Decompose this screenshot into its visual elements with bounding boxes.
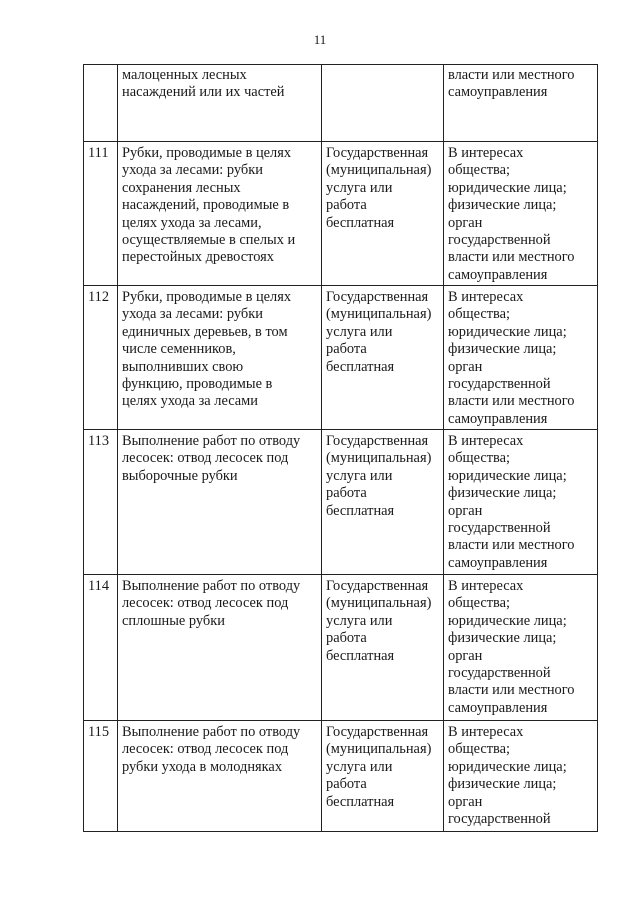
work-name-cell: Выполнение работ по отводу лесосек: отвод лесосек под сплошные рубки [118,575,322,721]
row-number-cell [84,65,118,142]
work-name-cell: Выполнение работ по отводу лесосек: отвод лесосек под выборочные рубки [118,430,322,575]
service-type-cell: Государственная (муниципальная) услуга или работа бесплатная [322,575,444,721]
service-type-cell: Государственная (муниципальная) услуга или работа бесплатная [322,430,444,575]
row-number-cell: 115 [84,721,118,832]
service-type-cell [322,65,444,142]
recipients-cell: В интересах общества; юридические лица; физические лица; орган государственной власти или местного самоуправления [444,286,598,430]
row-number-cell: 114 [84,575,118,721]
recipients-cell: В интересах общества; юридические лица; физические лица; орган государственной власти или местного самоуправления [444,142,598,286]
table-row [84,575,598,721]
row-number-cell: 113 [84,430,118,575]
service-type-cell: Государственная (муниципальная) услуга или работа бесплатная [322,721,444,832]
row-number-cell: 111 [84,142,118,286]
table-row [84,142,598,286]
work-name-cell: Рубки, проводимые в целях ухода за лесами: рубки единичных деревьев, в том числе семенников, выполнивших свою функцию, проводимые в целях ухода за лесами [118,286,322,430]
table-row [84,65,598,142]
table-body [84,65,598,832]
recipients-cell: власти или местного самоуправления [444,65,598,142]
recipients-cell: В интересах общества; юридические лица; физические лица; орган государственной власти или местного самоуправления [444,430,598,575]
page-number: 11 [313,32,327,47]
services-table [83,64,598,832]
table-row [84,430,598,575]
recipients-cell: В интересах общества; юридические лица; физические лица; орган государственной [444,721,598,832]
work-name-cell: малоценных лесных насаждений или их частей [118,65,322,142]
service-type-cell: Государственная (муниципальная) услуга или работа бесплатная [322,142,444,286]
table-row [84,721,598,832]
work-name-cell: Выполнение работ по отводу лесосек: отвод лесосек под рубки ухода в молодняках [118,721,322,832]
service-type-cell: Государственная (муниципальная) услуга или работа бесплатная [322,286,444,430]
row-number-cell: 112 [84,286,118,430]
recipients-cell: В интересах общества; юридические лица; физические лица; орган государственной власти или местного самоуправления [444,575,598,721]
work-name-cell: Рубки, проводимые в целях ухода за лесами: рубки сохранения лесных насаждений, проводимые в целях ухода за лесами, осуществляемые в спелых и перестойных древостоях [118,142,322,286]
table-row [84,286,598,430]
